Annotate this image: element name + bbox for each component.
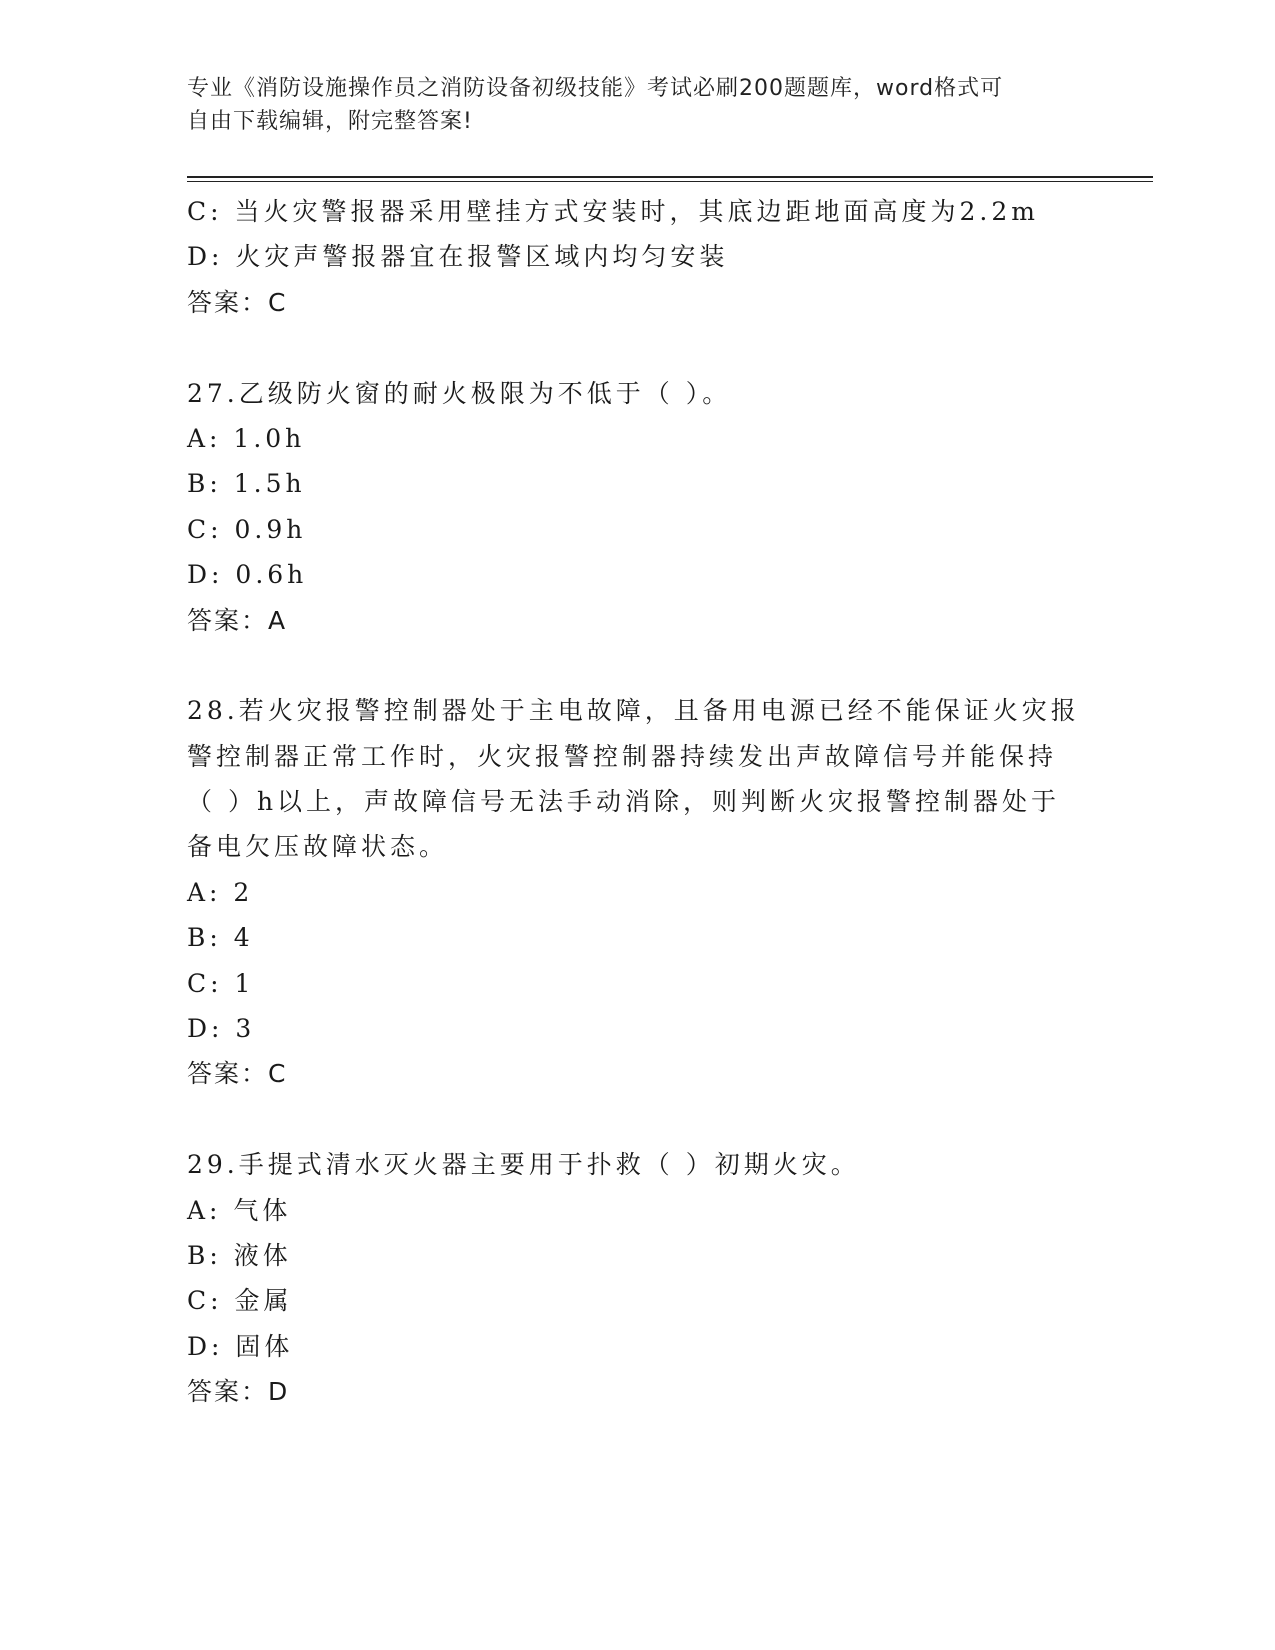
option-a: A: 1.0h	[187, 423, 306, 453]
question-text: 29.手提式清水灭火器主要用于扑救（ ）初期火灾。	[187, 1150, 860, 1180]
spacer	[187, 325, 1147, 370]
option-a: A: 气体	[187, 1195, 292, 1225]
option-b: B: 液体	[187, 1240, 292, 1270]
page-header	[187, 72, 1087, 138]
answer: 答案：D	[187, 1377, 290, 1407]
option-d: D: 3	[187, 1014, 256, 1044]
option-c: C: 1	[187, 968, 255, 998]
header-rule-thin	[187, 181, 1153, 182]
question-28	[187, 688, 1147, 1097]
question-text-line-4: 备电欠压故障状态。	[187, 832, 449, 862]
option-c: C: 0.9h	[187, 514, 307, 544]
option-c: C: 当火灾警报器采用壁挂方式安装时，其底边距地面高度为2.2m	[187, 197, 1039, 226]
option-d: D: 火灾声警报器宜在报警区域内均匀安装	[187, 242, 729, 272]
option-d: D: 0.6h	[187, 560, 308, 590]
option-a: A: 2	[187, 877, 254, 907]
question-text-line-1: 28.若火灾报警控制器处于主电故障，且备用电源已经不能保证火灾报	[187, 696, 1080, 726]
header-rule-thick	[187, 176, 1153, 178]
header-line-1: 专业《消防设施操作员之消防设备初级技能》考试必刷200题题库，word格式可	[187, 76, 1004, 101]
option-c: C: 金属	[187, 1286, 293, 1316]
question-list	[187, 189, 1147, 1415]
answer: 答案：C	[187, 1059, 288, 1089]
question-text-line-3: （ ）h以上，声故障信号无法手动消除，则判断火灾报警控制器处于	[187, 787, 1061, 817]
question-27	[187, 371, 1147, 643]
option-d: D: 固体	[187, 1331, 294, 1361]
header-line-2: 自由下载编辑，附完整答案!	[187, 109, 473, 134]
question-text: 27.乙级防火窗的耐火极限为不低于（ ）。	[187, 378, 732, 408]
spacer	[187, 643, 1147, 688]
question-29	[187, 1142, 1147, 1414]
answer: 答案：A	[187, 605, 288, 635]
question-26-tail	[187, 189, 1147, 325]
answer: 答案：C	[187, 287, 288, 317]
option-b: B: 1.5h	[187, 469, 306, 499]
spacer	[187, 1097, 1147, 1142]
question-text-line-2: 警控制器正常工作时，火灾报警控制器持续发出声故障信号并能保持	[187, 741, 1058, 771]
option-b: B: 4	[187, 923, 254, 953]
